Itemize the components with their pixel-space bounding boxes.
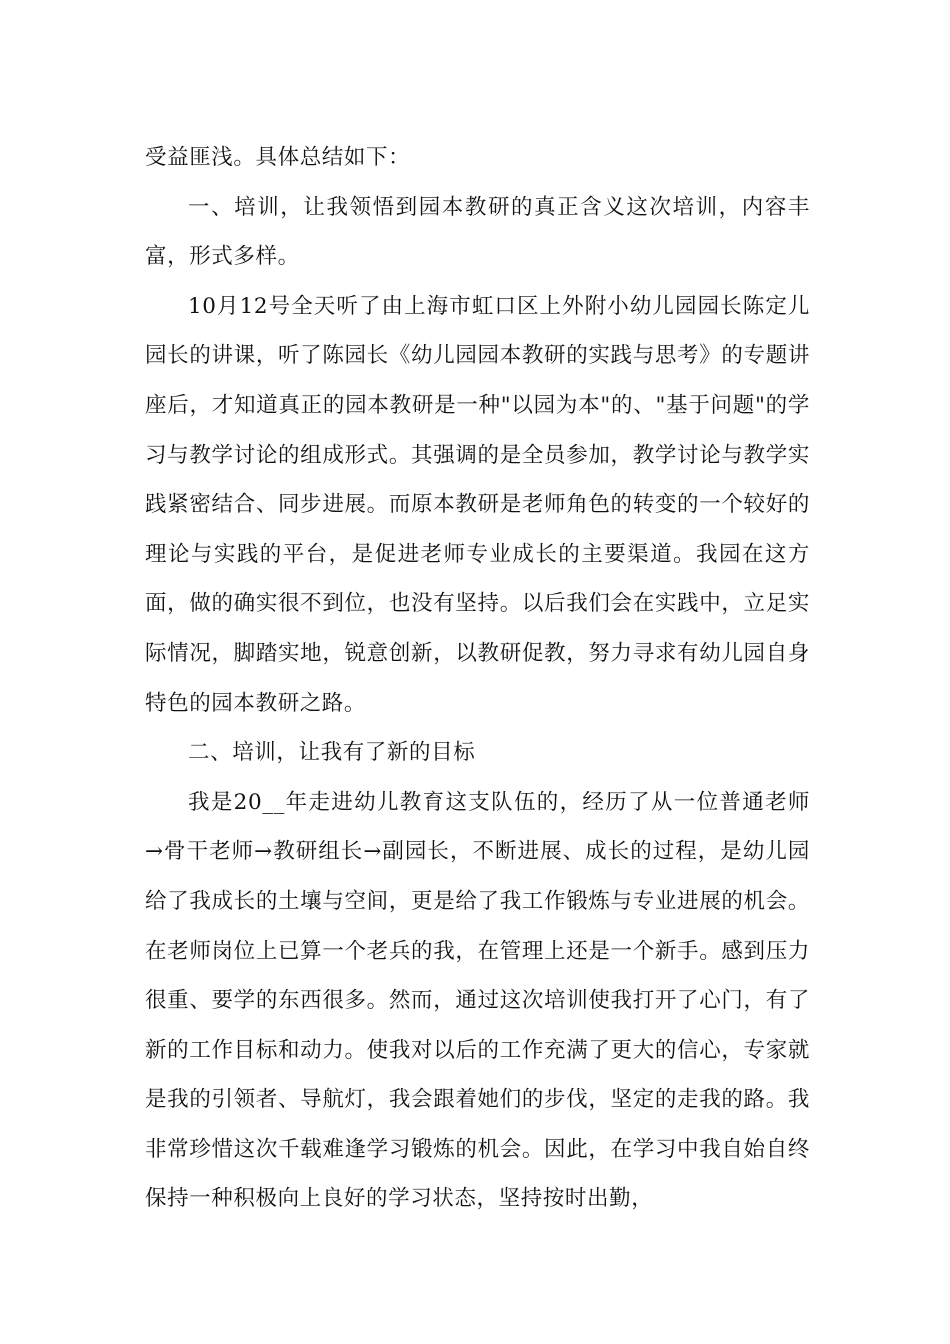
section-heading-2: 二、培训，让我有了新的目标: [188, 740, 476, 766]
paragraph-section-1-body: 10月12号全天听了由上海市虹口区上外附小幼儿园园长陈定儿园长的讲课，听了陈园长《幼儿园园本教研的实践与思考》的专题讲座后，才知道真正的园本教研是一种"以园为本"的、"基于问题"的学习与教学讨论的组成形式。其强调的是全员参加，教学讨论与教学实践紧密结合、同步进展。而原本教研是老师角色的转变的一个较好的理论与实践的平台，是促进老师专业成长的主要渠道。我园在这方面，做的确实很不到位，也没有坚持。以后我们会在实践中，立足实际情况，脚踏实地，锐意创新，以教研促教，努力寻求有幼儿园自身特色的园本教研之路。: [145, 293, 810, 716]
section-heading-1: 一、培训，让我领悟到园本教研的真正含义这次培训，内容丰富，形式多样。: [145, 194, 810, 270]
paragraph-section-2-body: 我是20__年走进幼儿教育这支队伍的，经历了从一位普通老师→骨干老师→教研组长→副园长，不断进展、成长的过程，是幼儿园给了我成长的土壤与空间，更是给了我工作锻炼与专业进展的机会。在老师岗位上已算一个老兵的我，在管理上还是一个新手。感到压力很重、要学的东西很多。然而，通过这次培训使我打开了心门，有了新的工作目标和动力。使我对以后的工作充满了更大的信心，专家就是我的引领者、导航灯，我会跟着她们的步伐，坚定的走我的路。我非常珍惜这次千载难逢学习锻炼的机会。因此，在学习中我自始自终保持一种积极向上良好的学习状态，坚持按时出勤，: [145, 789, 810, 1212]
document-body: [145, 133, 810, 1224]
paragraph-intro-ending: 受益匪浅。具体总结如下：: [145, 145, 411, 170]
